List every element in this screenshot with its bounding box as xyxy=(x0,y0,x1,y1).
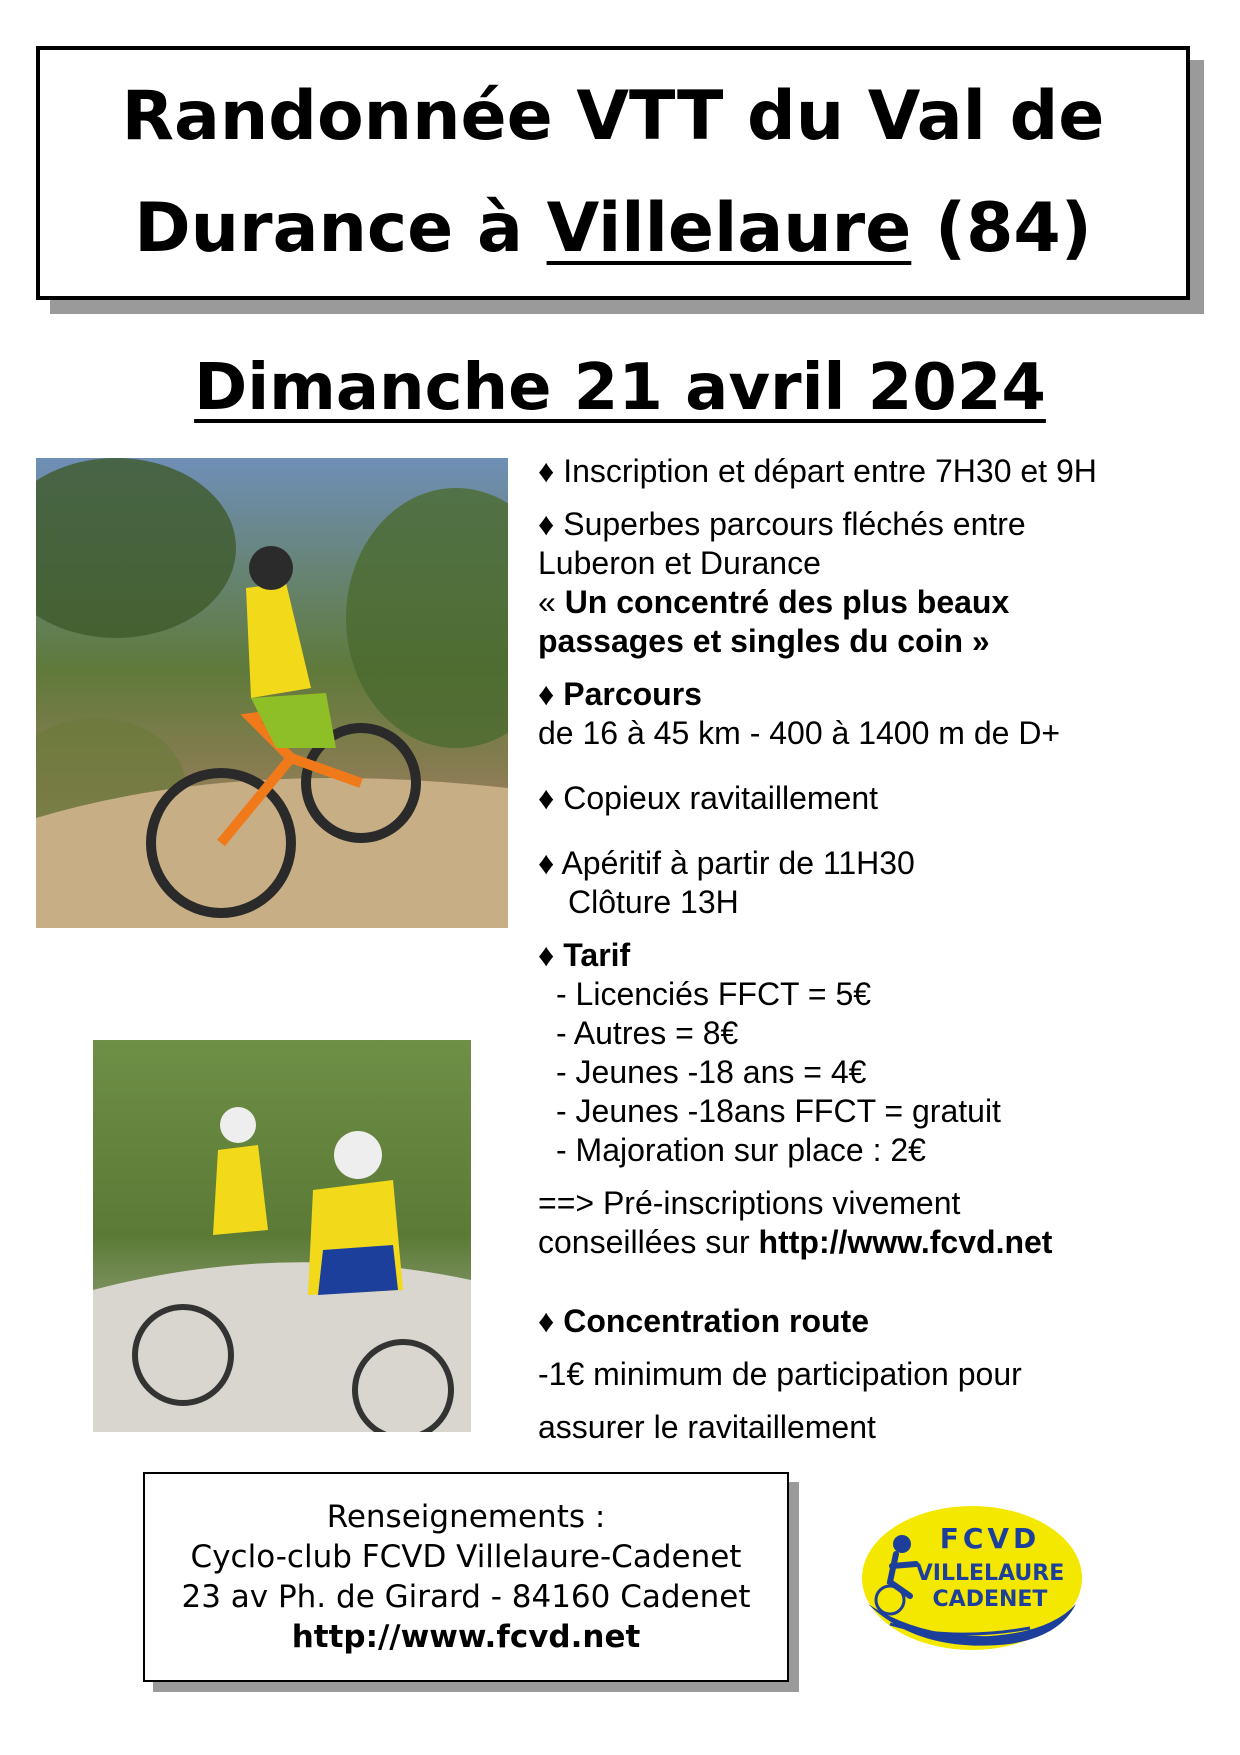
tarif-label: Tarif xyxy=(563,937,631,973)
detail-quote-line-2: passages et singles du coin » xyxy=(538,623,990,659)
road-cyclists-photo xyxy=(93,1040,471,1432)
title-line-2-part-2: (84) xyxy=(935,189,1092,268)
info-heading: Renseignements : xyxy=(326,1499,606,1535)
detail-route-1: -1€ minimum de participation pour xyxy=(538,1356,1022,1392)
detail-quote-line-1 xyxy=(538,583,1228,622)
event-details xyxy=(538,452,1228,1447)
event-date: Dimanche 21 avril 2024 xyxy=(194,351,1046,425)
parcours-label: Parcours xyxy=(563,676,702,712)
detail-aperitif: ♦ Apéritif à partir de 11H30 xyxy=(538,845,915,881)
info-club: Cyclo-club FCVD Villelaure-Cadenet xyxy=(190,1539,742,1575)
route-bullet: ♦ xyxy=(538,1303,564,1339)
route-label: Concentration route xyxy=(563,1303,869,1339)
title-town: Villelaure xyxy=(546,189,912,268)
detail-preinscription-2 xyxy=(538,1223,1228,1262)
logo-text-fcvd: FCVD xyxy=(939,1522,1041,1555)
fcvd-logo xyxy=(860,1504,1084,1652)
detail-parcours-fleches-2: Luberon et Durance xyxy=(538,545,821,581)
preinscription-link[interactable]: http://www.fcvd.net xyxy=(758,1224,1053,1260)
detail-route-heading xyxy=(538,1302,1228,1341)
logo-text-villelaure: VILLELAURE xyxy=(915,1561,1065,1586)
parcours-bullet: ♦ xyxy=(538,676,564,712)
detail-parcours-heading xyxy=(538,675,1228,714)
quote-text-1: Un concentré des plus beaux xyxy=(564,584,1010,620)
mtb-rider-photo xyxy=(36,458,508,928)
info-url[interactable]: http://www.fcvd.net xyxy=(291,1619,641,1655)
detail-inscription: ♦ Inscription et départ entre 7H30 et 9H xyxy=(538,453,1097,489)
tarif-item: - Jeunes -18ans FFCT = gratuit xyxy=(556,1093,1001,1129)
info-box xyxy=(143,1472,789,1682)
info-address: 23 av Ph. de Girard - 84160 Cadenet xyxy=(181,1579,751,1615)
detail-preinscription-1: ==> Pré-inscriptions vivement xyxy=(538,1185,961,1221)
detail-route-2: assurer le ravitaillement xyxy=(538,1409,876,1445)
preinscription-text: conseillées sur xyxy=(538,1224,759,1260)
detail-parcours-distance: de 16 à 45 km - 400 à 1400 m de D+ xyxy=(538,715,1061,751)
detail-cloture: Clôture 13H xyxy=(568,884,739,920)
tarif-item: - Majoration sur place : 2€ xyxy=(556,1132,926,1168)
tarif-item: - Autres = 8€ xyxy=(556,1015,739,1051)
title-line-2 xyxy=(134,173,1092,285)
detail-parcours-fleches-1: ♦ Superbes parcours fléchés entre xyxy=(538,506,1026,542)
detail-ravitaillement: ♦ Copieux ravitaillement xyxy=(538,780,879,816)
detail-tarif-heading xyxy=(538,936,1228,975)
title-line-1: Randonnée VTT du Val de xyxy=(121,77,1105,156)
tarif-item: - Licenciés FFCT = 5€ xyxy=(556,976,872,1012)
title-box xyxy=(36,46,1190,300)
tarif-bullet: ♦ xyxy=(538,937,564,973)
quote-open: « xyxy=(538,584,565,620)
tarif-item: - Jeunes -18 ans = 4€ xyxy=(556,1054,867,1090)
title-line-2-part-1: Durance à xyxy=(134,189,523,268)
logo-text-cadenet: CADENET xyxy=(932,1587,1048,1612)
